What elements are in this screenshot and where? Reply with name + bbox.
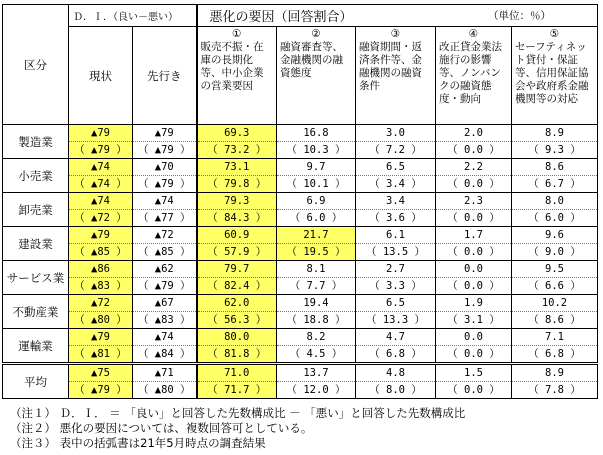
previous-value: （ 6.7 ）	[512, 175, 597, 192]
row-label: サービス業	[3, 261, 69, 295]
current-value: 8.9	[545, 127, 564, 139]
cause-5-cell	[512, 159, 598, 193]
previous-value: （ 0.0 ）	[436, 175, 511, 192]
current-value: 60.9	[224, 229, 250, 241]
previous-value: （ 82.4 ）	[198, 277, 277, 294]
cause-3-cell	[356, 159, 436, 193]
di-outlook-cell	[133, 125, 197, 159]
di-current-cell	[69, 295, 133, 329]
cause-5-cell	[512, 125, 598, 159]
table-row	[3, 329, 598, 364]
cause-number: ②	[311, 28, 321, 40]
notes	[10, 406, 465, 451]
previous-value: （ 6.0 ）	[512, 209, 597, 226]
previous-value: （ ▲77 ）	[133, 209, 196, 226]
previous-value: （ ▲83 ）	[69, 277, 132, 294]
previous-value: （ 6.8 ）	[512, 345, 597, 362]
current-value: 7.1	[545, 331, 564, 343]
current-value: 1.5	[464, 367, 483, 379]
previous-value: （ ▲80 ）	[69, 311, 132, 328]
cause-3-cell	[356, 227, 436, 261]
current-value: 8.0	[545, 195, 564, 207]
current-value: ▲62	[154, 263, 174, 275]
current-value: 10.2	[541, 297, 568, 309]
previous-value: （ ▲80 ）	[133, 381, 196, 398]
previous-value: （ ▲79 ）	[69, 141, 132, 158]
cause-3-cell	[356, 329, 436, 364]
cause-text: 改正貸金業法施行の影響等、ノンバンクの融資態度・動向	[439, 41, 502, 105]
previous-value: （ 13.3 ）	[356, 311, 435, 328]
previous-value: （ ▲79 ）	[133, 141, 196, 158]
current-value: ▲67	[154, 297, 174, 309]
cause-2-cell	[277, 329, 356, 364]
cause-5-cell	[512, 261, 598, 295]
previous-value: （ 19.5 ）	[277, 243, 355, 260]
cause-4-cell	[436, 125, 512, 159]
current-value: 13.7	[303, 367, 329, 379]
current-value: 6.5	[386, 161, 405, 173]
previous-value: （ 13.5 ）	[356, 243, 435, 260]
current-value: 69.3	[224, 127, 250, 139]
previous-value: （ 8.0 ）	[356, 381, 435, 398]
cause-header-5	[512, 27, 598, 125]
di-outlook-cell	[133, 295, 197, 329]
di-current-cell	[69, 125, 133, 159]
cause-text: 融資期間・返済条件等、金融機関の融資条件	[359, 41, 422, 92]
table-row	[3, 261, 598, 295]
cause-1-cell	[197, 159, 277, 193]
previous-value: （ ▲79 ）	[133, 175, 196, 192]
current-value: 9.7	[306, 161, 326, 173]
cause-4-cell	[436, 261, 512, 295]
previous-value: （ ▲85 ）	[69, 243, 132, 260]
di-current-cell	[69, 329, 133, 364]
previous-value: （ 8.6 ）	[512, 311, 597, 328]
cause-1-cell	[197, 227, 277, 261]
di-current-cell	[69, 159, 133, 193]
cause-4-cell	[436, 295, 512, 329]
previous-value: （ 3.4 ）	[356, 175, 435, 192]
current-value: 1.7	[464, 229, 483, 241]
note-3: （注３） 表中の括弧書は21年5月時点の調査結果	[10, 436, 266, 450]
cause-4-cell	[436, 193, 512, 227]
current-value: 19.4	[303, 297, 329, 309]
cause-2-cell	[277, 295, 356, 329]
previous-value: （ ▲79 ）	[133, 277, 196, 294]
cause-1-cell	[197, 125, 277, 159]
current-value: 2.0	[464, 127, 483, 139]
table-row	[3, 227, 598, 261]
cause-2-cell	[277, 364, 356, 399]
previous-value: （ 3.3 ）	[356, 277, 435, 294]
sakiyuki-header: 先行き	[133, 27, 197, 125]
di-current-cell	[69, 261, 133, 295]
current-value: 4.7	[386, 331, 405, 343]
previous-value: （ 3.6 ）	[356, 209, 435, 226]
previous-value: （ ▲84 ）	[133, 345, 196, 362]
current-value: 9.5	[545, 263, 564, 275]
cause-2-cell	[277, 193, 356, 227]
previous-value: （ ▲74 ）	[69, 175, 132, 192]
previous-value: （ ▲83 ）	[133, 311, 196, 328]
current-value: 8.6	[545, 161, 564, 173]
previous-value: （ 0.0 ）	[436, 381, 511, 398]
cause-5-cell	[512, 364, 598, 399]
cause-2-cell	[277, 159, 356, 193]
cause-3-cell	[356, 295, 436, 329]
cause-3-cell	[356, 261, 436, 295]
unit-label: （単位：％）	[488, 9, 551, 22]
table-row	[3, 125, 598, 159]
table-row	[3, 364, 598, 399]
current-value: ▲74	[91, 195, 110, 207]
previous-value: （ 56.3 ）	[198, 311, 277, 328]
current-value: 8.2	[306, 331, 326, 343]
cause-number: ⑤	[549, 28, 560, 40]
cause-text: 販売不振・在庫の長期化等、中小企業の営業要因	[200, 41, 264, 92]
previous-value: （ 73.2 ）	[198, 141, 277, 158]
previous-value: （ 79.8 ）	[198, 175, 277, 192]
cause-5-cell	[512, 329, 598, 364]
di-header: Ｄ．Ｉ．（良い－悪い）	[69, 5, 197, 27]
previous-value: （ ▲79 ）	[69, 381, 132, 398]
cause-number: ③	[390, 28, 401, 40]
cause-header-4	[436, 27, 512, 125]
current-value: 6.5	[386, 297, 405, 309]
cause-text: 融資審査等、金融機関の融資態度	[280, 41, 343, 79]
current-value: ▲74	[91, 161, 110, 173]
cause-1-cell	[197, 329, 277, 364]
cause-title-cell	[197, 5, 598, 27]
current-value: ▲79	[91, 127, 110, 139]
previous-value: （ ▲85 ）	[133, 243, 196, 260]
current-value: 21.7	[303, 229, 329, 241]
previous-value: （ 6.0 ）	[277, 209, 355, 226]
previous-value: （ 71.7 ）	[198, 381, 277, 398]
current-value: ▲75	[91, 367, 110, 379]
row-label: 小売業	[3, 159, 69, 193]
previous-value: （ 7.2 ）	[356, 141, 435, 158]
di-current-cell	[69, 227, 133, 261]
di-survey-table	[2, 4, 598, 399]
previous-value: （ 0.0 ）	[436, 345, 511, 362]
cause-2-cell	[277, 261, 356, 295]
cause-header-1	[197, 27, 277, 125]
previous-value: （ 3.1 ）	[436, 311, 511, 328]
cause-5-cell	[512, 295, 598, 329]
current-value: 0.0	[464, 263, 483, 275]
current-value: 0.0	[464, 331, 483, 343]
previous-value: （ 0.0 ）	[436, 243, 511, 260]
previous-value: （ 0.0 ）	[436, 277, 511, 294]
di-current-cell	[69, 193, 133, 227]
cause-3-cell	[356, 193, 436, 227]
cause-4-cell	[436, 364, 512, 399]
current-value: 6.9	[306, 195, 326, 207]
previous-value: （ 81.8 ）	[198, 345, 277, 362]
current-value: ▲72	[91, 297, 110, 309]
cause-1-cell	[197, 295, 277, 329]
current-value: 3.4	[386, 195, 405, 207]
current-value: 71.0	[224, 367, 250, 379]
current-value: 4.8	[386, 367, 405, 379]
previous-value: （ 6.6 ）	[512, 277, 597, 294]
current-value: ▲79	[91, 229, 110, 241]
current-value: ▲72	[154, 229, 174, 241]
current-value: 73.1	[224, 161, 250, 173]
previous-value: （ 84.3 ）	[198, 209, 277, 226]
cause-4-cell	[436, 329, 512, 364]
previous-value: （ 18.8 ）	[277, 311, 355, 328]
note-2: （注２） 悪化の要因については、複数回答可としている。	[10, 421, 313, 435]
cause-1-cell	[197, 364, 277, 399]
cause-number: ①	[232, 28, 242, 40]
previous-value: （ ▲81 ）	[69, 345, 132, 362]
cause-5-cell	[512, 193, 598, 227]
row-label: 不動産業	[3, 295, 69, 329]
cause-4-cell	[436, 159, 512, 193]
di-outlook-cell	[133, 159, 197, 193]
previous-value: （ 57.9 ）	[198, 243, 277, 260]
di-current-cell	[69, 364, 133, 399]
row-label: 運輸業	[3, 329, 69, 364]
row-label: 製造業	[3, 125, 69, 159]
cause-1-cell	[197, 193, 277, 227]
cause-header-2	[277, 27, 356, 125]
cause-title: 悪化の要因（回答割合）	[209, 9, 353, 25]
previous-value: （ 9.3 ）	[512, 141, 597, 158]
current-value: 6.1	[386, 229, 405, 241]
previous-value: （ 0.0 ）	[436, 141, 511, 158]
current-value: 80.0	[224, 331, 250, 343]
current-value: 1.9	[464, 297, 483, 309]
di-outlook-cell	[133, 193, 197, 227]
cause-5-cell	[512, 227, 598, 261]
previous-value: （ 10.1 ）	[277, 175, 355, 192]
current-value: ▲71	[154, 367, 174, 379]
current-value: 16.8	[303, 127, 329, 139]
table-row	[3, 193, 598, 227]
previous-value: （ 9.0 ）	[512, 243, 597, 260]
cause-text: セーフティネット貸付・保証等、信用保証協会や政府系金融機関等の対応	[515, 41, 589, 105]
current-value: ▲79	[91, 331, 110, 343]
current-value: 2.2	[464, 161, 483, 173]
current-value: 2.3	[464, 195, 483, 207]
cause-2-cell	[277, 227, 356, 261]
cause-3-cell	[356, 364, 436, 399]
table-row	[3, 159, 598, 193]
cause-1-cell	[197, 261, 277, 295]
di-outlook-cell	[133, 261, 197, 295]
current-value: 9.6	[545, 229, 564, 241]
cause-2-cell	[277, 125, 356, 159]
current-value: ▲86	[91, 263, 110, 275]
genjo-header: 現状	[69, 27, 133, 125]
current-value: 79.7	[224, 263, 250, 275]
row-label: 平均	[3, 364, 69, 399]
current-value: ▲74	[154, 331, 174, 343]
row-label: 卸売業	[3, 193, 69, 227]
previous-value: （ 7.8 ）	[512, 381, 597, 398]
current-value: 62.0	[224, 297, 250, 309]
kubun-header: 区分	[3, 5, 69, 125]
di-outlook-cell	[133, 329, 197, 364]
di-outlook-cell	[133, 364, 197, 399]
row-label: 建設業	[3, 227, 69, 261]
current-value: ▲74	[154, 195, 174, 207]
previous-value: （ ▲72 ）	[69, 209, 132, 226]
previous-value: （ 0.0 ）	[436, 209, 511, 226]
current-value: ▲79	[154, 127, 174, 139]
cause-4-cell	[436, 227, 512, 261]
current-value: ▲70	[154, 161, 174, 173]
current-value: 79.3	[224, 195, 250, 207]
current-value: 8.9	[545, 367, 564, 379]
previous-value: （ 4.5 ）	[277, 345, 355, 362]
cause-number: ④	[468, 28, 479, 40]
note-1: （注１） Ｄ．Ｉ． ＝ 「良い」と回答した先数構成比 － 「悪い」と回答した先数構成比	[10, 406, 466, 420]
cause-3-cell	[356, 125, 436, 159]
current-value: 8.1	[306, 263, 326, 275]
previous-value: （ 7.7 ）	[277, 277, 355, 294]
previous-value: （ 12.0 ）	[277, 381, 355, 398]
previous-value: （ 6.8 ）	[356, 345, 435, 362]
table-row	[3, 295, 598, 329]
di-outlook-cell	[133, 227, 197, 261]
cause-header-3	[356, 27, 436, 125]
previous-value: （ 10.3 ）	[277, 141, 355, 158]
current-value: 2.7	[386, 263, 405, 275]
current-value: 3.0	[386, 127, 405, 139]
